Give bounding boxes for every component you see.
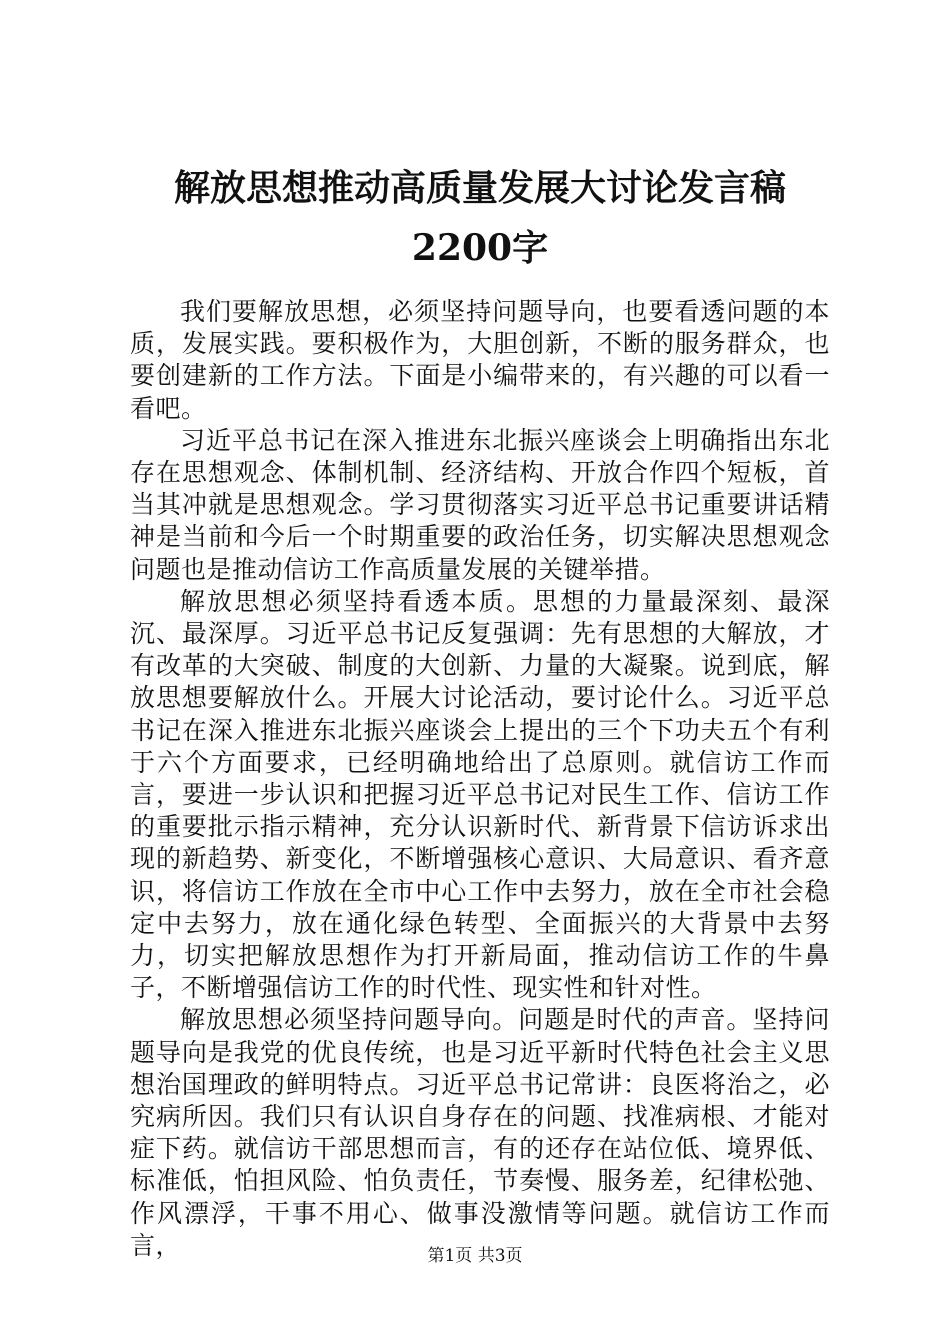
paragraph-2: 习近平总书记在深入推进东北振兴座谈会上明确指出东北存在思想观念、体制机制、经济结构、开放合作四个短板，首当其冲就是思想观念。学习贯彻落实习近平总书记重要讲话精神是当前和今后一个时期重要的政治任务，切实解决思想观念问题也是推动信访工作高质量发展的关键举措。 bbox=[130, 425, 830, 584]
paragraph-4: 解放思想必须坚持问题导向。问题是时代的声音。坚持问题导向是我党的优良传统，也是习近平新时代特色社会主义思想治国理政的鲜明特点。习近平总书记常讲：良医将治之，必究病所因。我们只有认识自身存在的问题、找准病根、才能对症下药。就信访干部思想而言，有的还存在站位低、境界低、标准低，怕担风险、怕负责任，节奏慢、服务差，纪律松弛、作风漂浮，干事不用心、做事没激情等问题。就信访工作而言， bbox=[130, 1005, 830, 1260]
document-title: 解放思想推动高质量发展大讨论发言稿2200字 bbox=[173, 167, 786, 269]
paragraph-3: 解放思想必须坚持看透本质。思想的力量最深刻、最深沉、最深厚。习近平总书记反复强调：先有思想的大解放，才有改革的大突破、制度的大创新、力量的大凝聚。说到底，解放思想要解放什么。开展大讨论活动，要讨论什么。习近平总书记在深入推进东北振兴座谈会上提出的三个下功夫五个有利于六个方面要求，已经明确地给出了总原则。就信访工作而言，要进一步认识和把握习近平总书记对民生工作、信访工作的重要批示指示精神，充分认识新时代、新背景下信访诉求出现的新趋势、新变化，不断增强核心意识、大局意识、看齐意识，将信访工作放在全市中心工作中去努力，放在全市社会稳定中去努力，放在通化绿色转型、全面振兴的大背景中去努力，切实把解放思想作为打开新局面，推动信访工作的牛鼻子，不断增强信访工作的时代性、现实性和针对性。 bbox=[130, 586, 830, 1003]
page-footer: 第1页 共3页 bbox=[427, 1246, 523, 1266]
document-body bbox=[130, 296, 830, 1262]
paragraph-intro: 我们要解放思想，必须坚持问题导向，也要看透问题的本质，发展实践。要积极作为，大胆创新，不断的服务群众，也要创建新的工作方法。下面是小编带来的，有兴趣的可以看一看吧。 bbox=[130, 297, 830, 423]
